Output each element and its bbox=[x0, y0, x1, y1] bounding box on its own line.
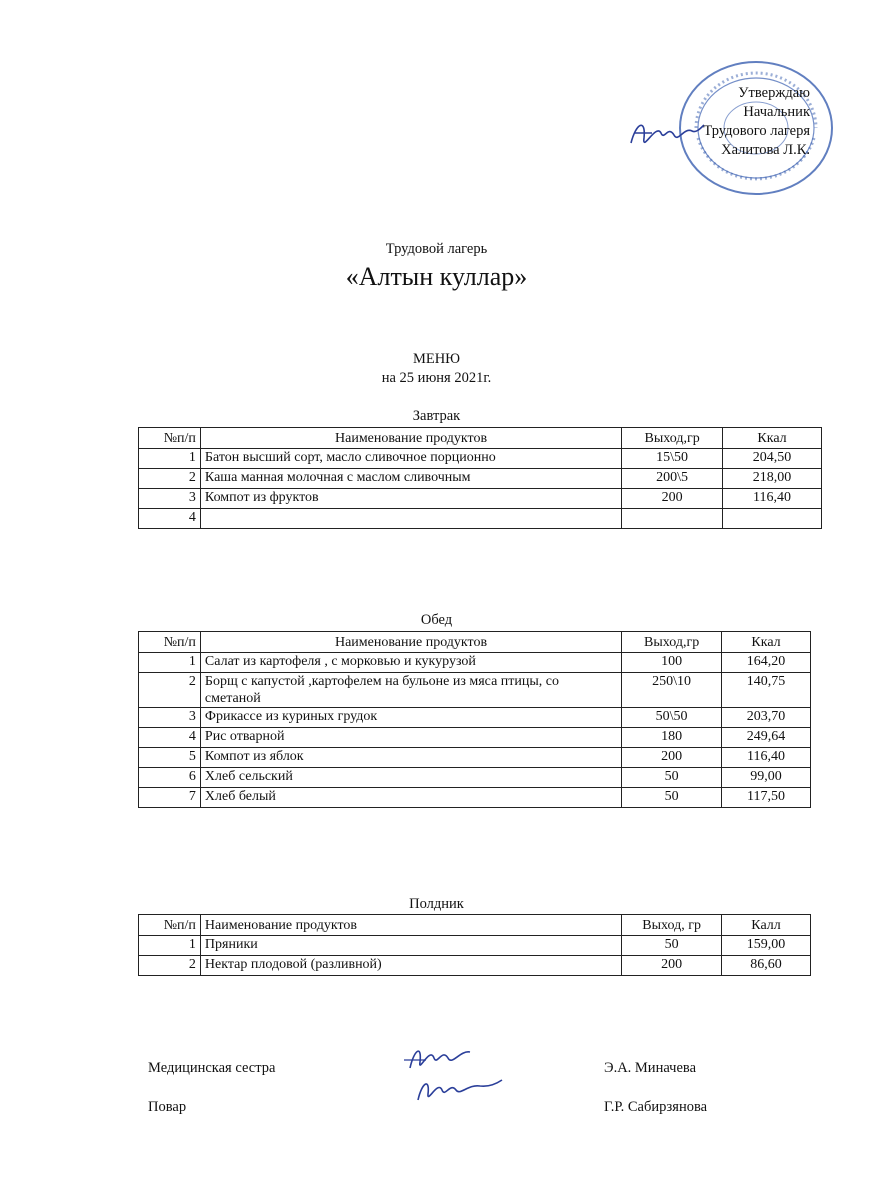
breakfast-table bbox=[138, 427, 822, 529]
approval-line-2: Начальник bbox=[743, 104, 810, 120]
lunch-title: Обед bbox=[420, 612, 453, 628]
col-output: Выход,гр bbox=[622, 632, 722, 653]
col-name: Наименование продуктов bbox=[200, 428, 621, 449]
row-kcal: 86,60 bbox=[722, 956, 811, 976]
table-row bbox=[139, 489, 822, 509]
approval-line-3: Трудового лагеря bbox=[703, 123, 810, 139]
table-row bbox=[139, 936, 811, 956]
table-header bbox=[139, 632, 811, 653]
col-number: №п/п bbox=[139, 915, 201, 936]
row-output: 200 bbox=[622, 489, 723, 509]
row-kcal: 204,50 bbox=[723, 449, 822, 469]
table-header bbox=[139, 428, 822, 449]
menu-title: МЕНЮ bbox=[412, 351, 461, 367]
row-kcal bbox=[723, 509, 822, 529]
approval-line-1: Утверждаю bbox=[738, 85, 810, 101]
lunch-table bbox=[138, 631, 811, 808]
table-row bbox=[139, 728, 811, 748]
cook-role: Повар bbox=[148, 1099, 187, 1115]
row-kcal: 116,40 bbox=[723, 489, 822, 509]
row-number: 1 bbox=[139, 653, 201, 673]
col-name: Наименование продуктов bbox=[200, 915, 621, 936]
snack-table bbox=[138, 914, 811, 976]
col-number: №п/п bbox=[139, 428, 201, 449]
row-name: Фрикассе из куриных грудок bbox=[200, 708, 621, 728]
row-kcal: 218,00 bbox=[723, 469, 822, 489]
approval-block bbox=[660, 84, 810, 160]
breakfast-title: Завтрак bbox=[412, 408, 461, 424]
table-row bbox=[139, 469, 822, 489]
row-output: 180 bbox=[622, 728, 722, 748]
row-number: 4 bbox=[139, 509, 201, 529]
row-kcal: 159,00 bbox=[722, 936, 811, 956]
row-name: Пряники bbox=[200, 936, 621, 956]
table-header bbox=[139, 915, 811, 936]
table-row bbox=[139, 653, 811, 673]
col-kcal: Калл bbox=[722, 915, 811, 936]
table-row bbox=[139, 449, 822, 469]
snack-title: Полдник bbox=[409, 896, 464, 912]
approval-line-4: Халитова Л.К. bbox=[721, 142, 810, 158]
row-output: 50 bbox=[622, 768, 722, 788]
table-row bbox=[139, 509, 822, 529]
row-name: Батон высший сорт, масло сливочное порционно bbox=[200, 449, 621, 469]
row-output: 200 bbox=[622, 748, 722, 768]
row-kcal: 203,70 bbox=[722, 708, 811, 728]
row-output: 250\10 bbox=[622, 673, 722, 708]
col-output: Выход, гр bbox=[622, 915, 722, 936]
row-name: Хлеб сельский bbox=[200, 768, 621, 788]
camp-name: «Алтын куллар» bbox=[345, 262, 528, 291]
row-name: Компот из фруктов bbox=[200, 489, 621, 509]
table-row bbox=[139, 748, 811, 768]
menu-date: на 25 июня 2021г. bbox=[381, 370, 492, 386]
row-output: 15\50 bbox=[622, 449, 723, 469]
row-output bbox=[622, 509, 723, 529]
row-output: 50\50 bbox=[622, 708, 722, 728]
camp-label: Трудовой лагерь bbox=[385, 241, 488, 257]
row-number: 4 bbox=[139, 728, 201, 748]
row-output: 50 bbox=[622, 936, 722, 956]
row-name: Рис отварной bbox=[200, 728, 621, 748]
row-number: 1 bbox=[139, 936, 201, 956]
nurse-role: Медицинская сестра bbox=[148, 1060, 276, 1076]
col-output: Выход,гр bbox=[622, 428, 723, 449]
row-kcal: 116,40 bbox=[722, 748, 811, 768]
cook-name: Г.Р. Сабирзянова bbox=[604, 1099, 708, 1115]
row-kcal: 140,75 bbox=[722, 673, 811, 708]
nurse-name: Э.А. Миначева bbox=[604, 1060, 697, 1076]
menu-heading bbox=[0, 350, 873, 388]
row-output: 200\5 bbox=[622, 469, 723, 489]
col-name: Наименование продуктов bbox=[200, 632, 621, 653]
row-name: Хлеб белый bbox=[200, 788, 621, 808]
row-name: Компот из яблок bbox=[200, 748, 621, 768]
row-name: Салат из картофеля , с морковью и кукурузой bbox=[200, 653, 621, 673]
row-number: 7 bbox=[139, 788, 201, 808]
row-number: 2 bbox=[139, 673, 201, 708]
row-kcal: 99,00 bbox=[722, 768, 811, 788]
staff-signatures bbox=[400, 1038, 505, 1110]
row-number: 3 bbox=[139, 708, 201, 728]
table-row bbox=[139, 673, 811, 708]
table-row bbox=[139, 956, 811, 976]
row-number: 3 bbox=[139, 489, 201, 509]
col-kcal: Ккал bbox=[723, 428, 822, 449]
row-number: 2 bbox=[139, 956, 201, 976]
table-row bbox=[139, 708, 811, 728]
row-kcal: 164,20 bbox=[722, 653, 811, 673]
row-number: 1 bbox=[139, 449, 201, 469]
table-row bbox=[139, 768, 811, 788]
table-row bbox=[139, 788, 811, 808]
row-name bbox=[200, 509, 621, 529]
row-name: Борщ с капустой ,картофелем на бульоне из мяса птицы, со сметаной bbox=[200, 673, 621, 708]
row-name: Нектар плодовой (разливной) bbox=[200, 956, 621, 976]
row-output: 50 bbox=[622, 788, 722, 808]
row-output: 100 bbox=[622, 653, 722, 673]
col-kcal: Ккал bbox=[722, 632, 811, 653]
col-number: №п/п bbox=[139, 632, 201, 653]
row-output: 200 bbox=[622, 956, 722, 976]
row-kcal: 117,50 bbox=[722, 788, 811, 808]
row-number: 5 bbox=[139, 748, 201, 768]
row-number: 2 bbox=[139, 469, 201, 489]
row-name: Каша манная молочная с маслом сливочным bbox=[200, 469, 621, 489]
row-number: 6 bbox=[139, 768, 201, 788]
row-kcal: 249,64 bbox=[722, 728, 811, 748]
